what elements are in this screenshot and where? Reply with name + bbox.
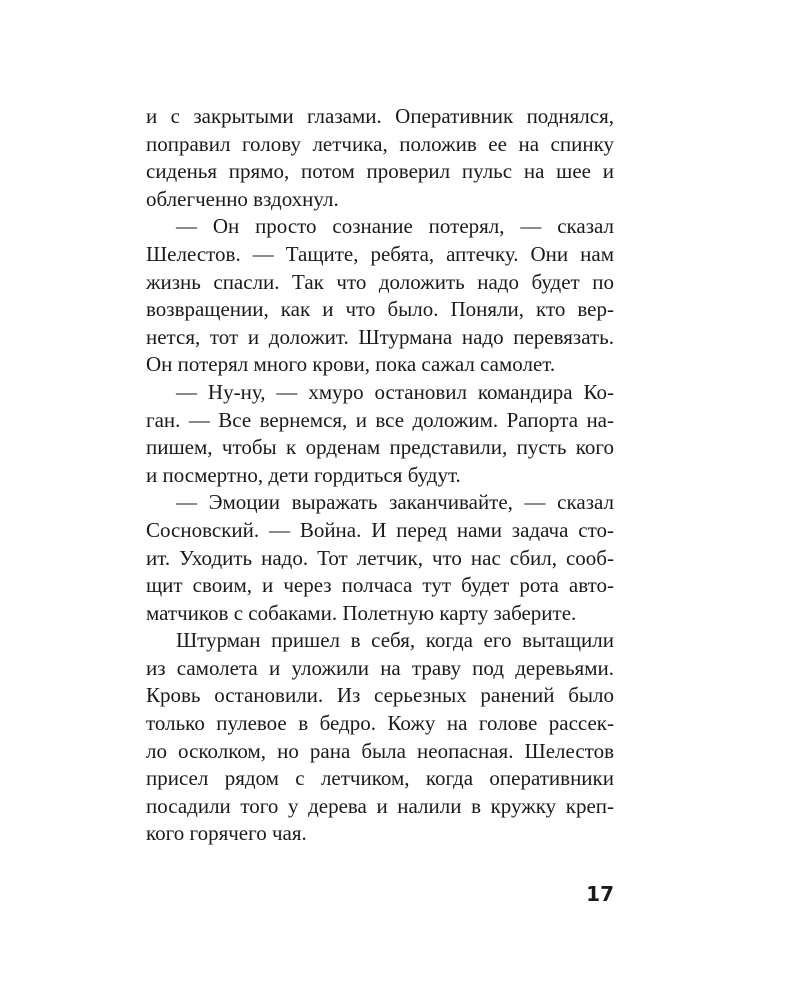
text-line: матчиков с собаками. Полетную карту заберите.	[146, 600, 577, 625]
text-line: Кровь остановили. Из серьезных ранений было	[146, 683, 614, 708]
text-line: щит своим, и через полчаса тут будет рота авто-	[146, 573, 614, 598]
text-line: поправил голову летчика, положив ее на спинку	[146, 131, 614, 156]
text-line: облегченно вздохнул.	[146, 186, 339, 211]
text-line: нется, тот и доложит. Штурмана надо перевязать.	[146, 324, 614, 349]
text-line: и с закрытыми глазами. Оперативник поднялся,	[146, 104, 614, 128]
text-line: — Эмоции выражать заканчивайте, — сказал	[176, 490, 614, 515]
text-line: возвращении, как и что было. Поняли, кто вер-	[146, 297, 614, 322]
text-line: и посмертно, дети гордиться будут.	[146, 462, 461, 487]
text-line: кого горячего чая.	[146, 821, 307, 846]
text-line: ло осколком, но рана была неопасная. Шелестов	[146, 738, 614, 763]
text-line: ит. Уходить надо. Тот летчик, что нас сбил, сооб-	[146, 545, 614, 570]
text-line: жизнь спасли. Так что доложить надо будет по	[146, 269, 614, 294]
text-line: присел рядом с летчиком, когда оперативники	[146, 766, 614, 791]
text-line: только пулевое в бедро. Кожу на голове рассек-	[146, 711, 614, 736]
body-text	[146, 103, 614, 848]
page-number: 17	[586, 882, 614, 906]
text-line: ган. — Все вернемся, и все доложим. Рапорта на-	[146, 407, 614, 432]
text-line: — Он просто сознание потерял, — сказал	[176, 214, 614, 239]
text-line: Он потерял много крови, пока сажал самолет.	[146, 352, 556, 377]
text-line: Сосновский. — Война. И перед нами задача сто-	[146, 517, 614, 542]
text-line: сиденья прямо, потом проверил пульс на шее и	[146, 159, 614, 184]
text-line: пишем, чтобы к орденам представили, пусть кого	[146, 435, 614, 460]
text-line: — Ну-ну, — хмуро остановил командира Ко-	[176, 379, 614, 404]
text-line: из самолета и уложили на траву под деревьями.	[146, 655, 614, 680]
text-line: Штурман пришел в себя, когда его вытащили	[176, 628, 614, 653]
text-line: посадили того у дерева и налили в кружку креп-	[146, 793, 614, 818]
text-line: Шелестов. — Тащите, ребята, аптечку. Они нам	[146, 241, 614, 266]
